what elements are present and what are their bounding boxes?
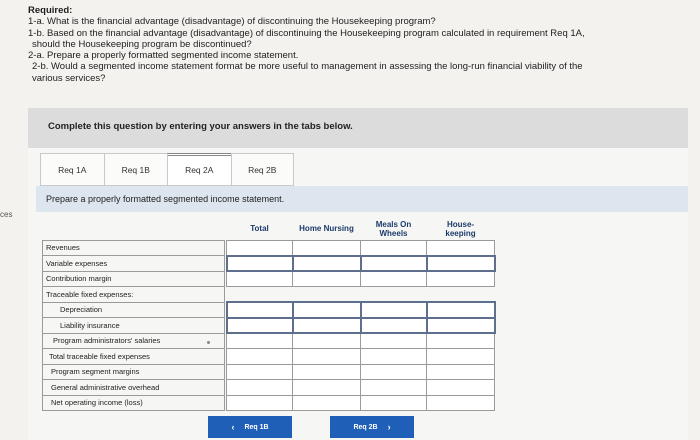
answer-cell-housekeeping: [427, 395, 495, 411]
answer-cell-home-nursing: [293, 256, 361, 272]
answer-cell-meals-on-wheels: [361, 240, 427, 256]
table-row: [43, 318, 495, 334]
answer-cell-home-nursing: [293, 380, 361, 396]
empty-cell: [361, 287, 427, 303]
answer-cell-home-nursing: [293, 333, 361, 349]
answer-cell-housekeeping: [427, 302, 495, 318]
answer-input-housekeeping[interactable]: [427, 365, 494, 380]
answer-input-home-nursing[interactable]: [293, 365, 360, 380]
table-row: [43, 349, 495, 365]
answer-cell-housekeeping: [427, 364, 495, 380]
answer-input-home-nursing[interactable]: [293, 272, 360, 286]
table-row: [43, 287, 495, 303]
answer-cell-home-nursing: [293, 395, 361, 411]
table-row: [43, 302, 495, 318]
answer-input-meals-on-wheels[interactable]: [362, 257, 426, 271]
answer-input-home-nursing[interactable]: [293, 380, 360, 395]
chevron-left-icon: ‹: [231, 422, 235, 432]
answer-input-housekeeping[interactable]: [427, 396, 494, 411]
side-label: ces: [0, 210, 13, 219]
answer-cell-housekeeping: [427, 349, 495, 365]
tab-req-1a[interactable]: Req 1A: [40, 153, 104, 186]
requirement-1b: 1-b. Based on the financial advantage (disadvantage) of discontinuing the Housekeeping program calculated in requirement Req 1A,: [28, 27, 585, 39]
tab-req-2b[interactable]: Req 2B: [231, 153, 295, 186]
column-header-housekeeping: House- keeping: [427, 218, 495, 240]
answer-input-total[interactable]: [227, 334, 292, 348]
requirement-2b: 2-b. Would a segmented income statement format be more useful to management in assessing the long-run financial viability of the: [32, 61, 583, 73]
table-row: [43, 380, 495, 396]
answer-cell-total: [227, 380, 293, 396]
row-label: Liability insurance: [43, 318, 225, 334]
answer-input-home-nursing[interactable]: [293, 349, 360, 364]
answer-input-housekeeping[interactable]: [428, 303, 494, 317]
row-label: Depreciation: [43, 302, 225, 318]
answer-input-total[interactable]: [227, 380, 292, 395]
answer-input-meals-on-wheels[interactable]: [361, 349, 426, 364]
answer-input-housekeeping[interactable]: [428, 319, 494, 333]
header-blank: [43, 218, 225, 240]
answer-input-total[interactable]: [228, 319, 292, 333]
answer-cell-total: [227, 240, 293, 256]
answer-cell-meals-on-wheels: [361, 318, 427, 334]
answer-input-home-nursing[interactable]: [293, 241, 360, 255]
answer-cell-home-nursing: [293, 349, 361, 365]
answer-input-meals-on-wheels[interactable]: [361, 272, 426, 286]
table-row: [43, 271, 495, 287]
row-label: Program segment margins: [43, 364, 225, 380]
table-row: [43, 333, 495, 349]
tab-req-1b[interactable]: Req 1B: [104, 153, 168, 186]
table-row: [43, 395, 495, 411]
answer-input-housekeeping[interactable]: [427, 349, 494, 364]
requirement-2a: 2-a. Prepare a properly formatted segmented income statement.: [28, 50, 299, 62]
answer-input-home-nursing[interactable]: [294, 257, 360, 271]
answer-input-home-nursing[interactable]: [294, 303, 360, 317]
answer-cell-meals-on-wheels: [361, 364, 427, 380]
answer-cell-housekeeping: [427, 240, 495, 256]
answer-cell-housekeeping: [427, 271, 495, 287]
answer-input-total[interactable]: [228, 257, 292, 271]
answer-input-housekeeping[interactable]: [427, 272, 494, 286]
answer-cell-housekeeping: [427, 333, 495, 349]
answer-cell-meals-on-wheels: [361, 395, 427, 411]
requirement-2b-cont: various services?: [32, 72, 106, 84]
empty-cell: [293, 287, 361, 303]
row-label: Program administrators' salaries: [43, 333, 225, 349]
column-header-meals-on-wheels: Meals On Wheels: [361, 218, 427, 240]
empty-cell: [427, 287, 495, 303]
answer-input-meals-on-wheels[interactable]: [361, 380, 426, 395]
prev-req-label: Req 1B: [244, 423, 269, 431]
row-label: Traceable fixed expenses:: [43, 287, 225, 303]
answer-cell-meals-on-wheels: [361, 349, 427, 365]
answer-cell-total: [227, 318, 293, 334]
next-req-label: Req 2B: [353, 423, 378, 431]
requirement-tabs: [40, 153, 294, 186]
column-header-total: Total: [227, 218, 293, 240]
answer-input-meals-on-wheels[interactable]: [361, 365, 426, 380]
answer-input-total[interactable]: [227, 365, 292, 380]
answer-cell-total: [227, 333, 293, 349]
answer-cell-total: [227, 364, 293, 380]
answer-cell-home-nursing: [293, 318, 361, 334]
answer-cell-housekeeping: [427, 380, 495, 396]
answer-cell-total: [227, 349, 293, 365]
prompt-text: Prepare a properly formatted segmented income statement.: [46, 194, 285, 204]
column-header-home-nursing: Home Nursing: [293, 218, 361, 240]
answer-cell-home-nursing: [293, 364, 361, 380]
answer-cell-meals-on-wheels: [361, 302, 427, 318]
row-label: Net operating income (loss): [43, 395, 225, 411]
segmented-income-statement: [42, 218, 496, 411]
answer-cell-meals-on-wheels: [361, 333, 427, 349]
answer-input-housekeeping[interactable]: [427, 241, 494, 255]
requirement-1b-cont: should the Housekeeping program be discontinued?: [32, 38, 252, 50]
answer-cell-housekeeping: [427, 256, 495, 272]
next-req-button[interactable]: [330, 416, 414, 438]
answer-cell-total: [227, 256, 293, 272]
answer-cell-housekeeping: [427, 318, 495, 334]
row-label: Contribution margin: [43, 271, 225, 287]
row-label: Total traceable fixed expenses: [43, 349, 225, 365]
table-row: [43, 256, 495, 272]
row-label: Variable expenses: [43, 256, 225, 272]
answer-input-total[interactable]: [227, 349, 292, 364]
prev-req-button[interactable]: [208, 416, 292, 438]
answer-input-housekeeping[interactable]: [427, 334, 494, 348]
answer-input-total[interactable]: [227, 272, 292, 286]
answer-input-home-nursing[interactable]: [294, 319, 360, 333]
answer-input-home-nursing[interactable]: [293, 396, 360, 411]
empty-cell: [227, 287, 293, 303]
row-label: General administrative overhead: [43, 380, 225, 396]
answer-input-total[interactable]: [227, 396, 292, 411]
answer-input-meals-on-wheels[interactable]: [361, 241, 426, 255]
answer-cell-meals-on-wheels: [361, 256, 427, 272]
answer-input-housekeeping[interactable]: [428, 257, 494, 271]
answer-input-meals-on-wheels[interactable]: [361, 396, 426, 411]
answer-cell-total: [227, 271, 293, 287]
answer-cell-home-nursing: [293, 271, 361, 287]
answer-input-home-nursing[interactable]: [293, 334, 360, 348]
required-heading: Required:: [28, 5, 73, 16]
requirements-text: [28, 5, 688, 84]
row-label: Revenues: [43, 240, 225, 256]
table-row: [43, 240, 495, 256]
answer-input-meals-on-wheels[interactable]: [361, 334, 426, 348]
answer-input-meals-on-wheels[interactable]: [362, 319, 426, 333]
requirement-1a: 1-a. What is the financial advantage (disadvantage) of discontinuing the Housekeeping program?: [28, 16, 436, 28]
answer-cell-home-nursing: [293, 302, 361, 318]
answer-cell-total: [227, 395, 293, 411]
table-row: [43, 364, 495, 380]
instruction-text: Complete this question by entering your answers in the tabs below.: [48, 121, 353, 132]
answer-input-total[interactable]: [227, 241, 292, 255]
answer-cell-meals-on-wheels: [361, 380, 427, 396]
prompt-bar: [36, 186, 688, 212]
instruction-bar: [28, 108, 688, 148]
answer-cell-meals-on-wheels: [361, 271, 427, 287]
chevron-right-icon: ›: [387, 422, 391, 432]
answer-cell-home-nursing: [293, 240, 361, 256]
answer-cell-total: [227, 302, 293, 318]
cursor-dot: [207, 341, 210, 344]
answer-input-housekeeping[interactable]: [427, 380, 494, 395]
tab-req-2a[interactable]: Req 2A: [167, 153, 231, 186]
answer-input-total[interactable]: [228, 303, 292, 317]
answer-input-meals-on-wheels[interactable]: [362, 303, 426, 317]
